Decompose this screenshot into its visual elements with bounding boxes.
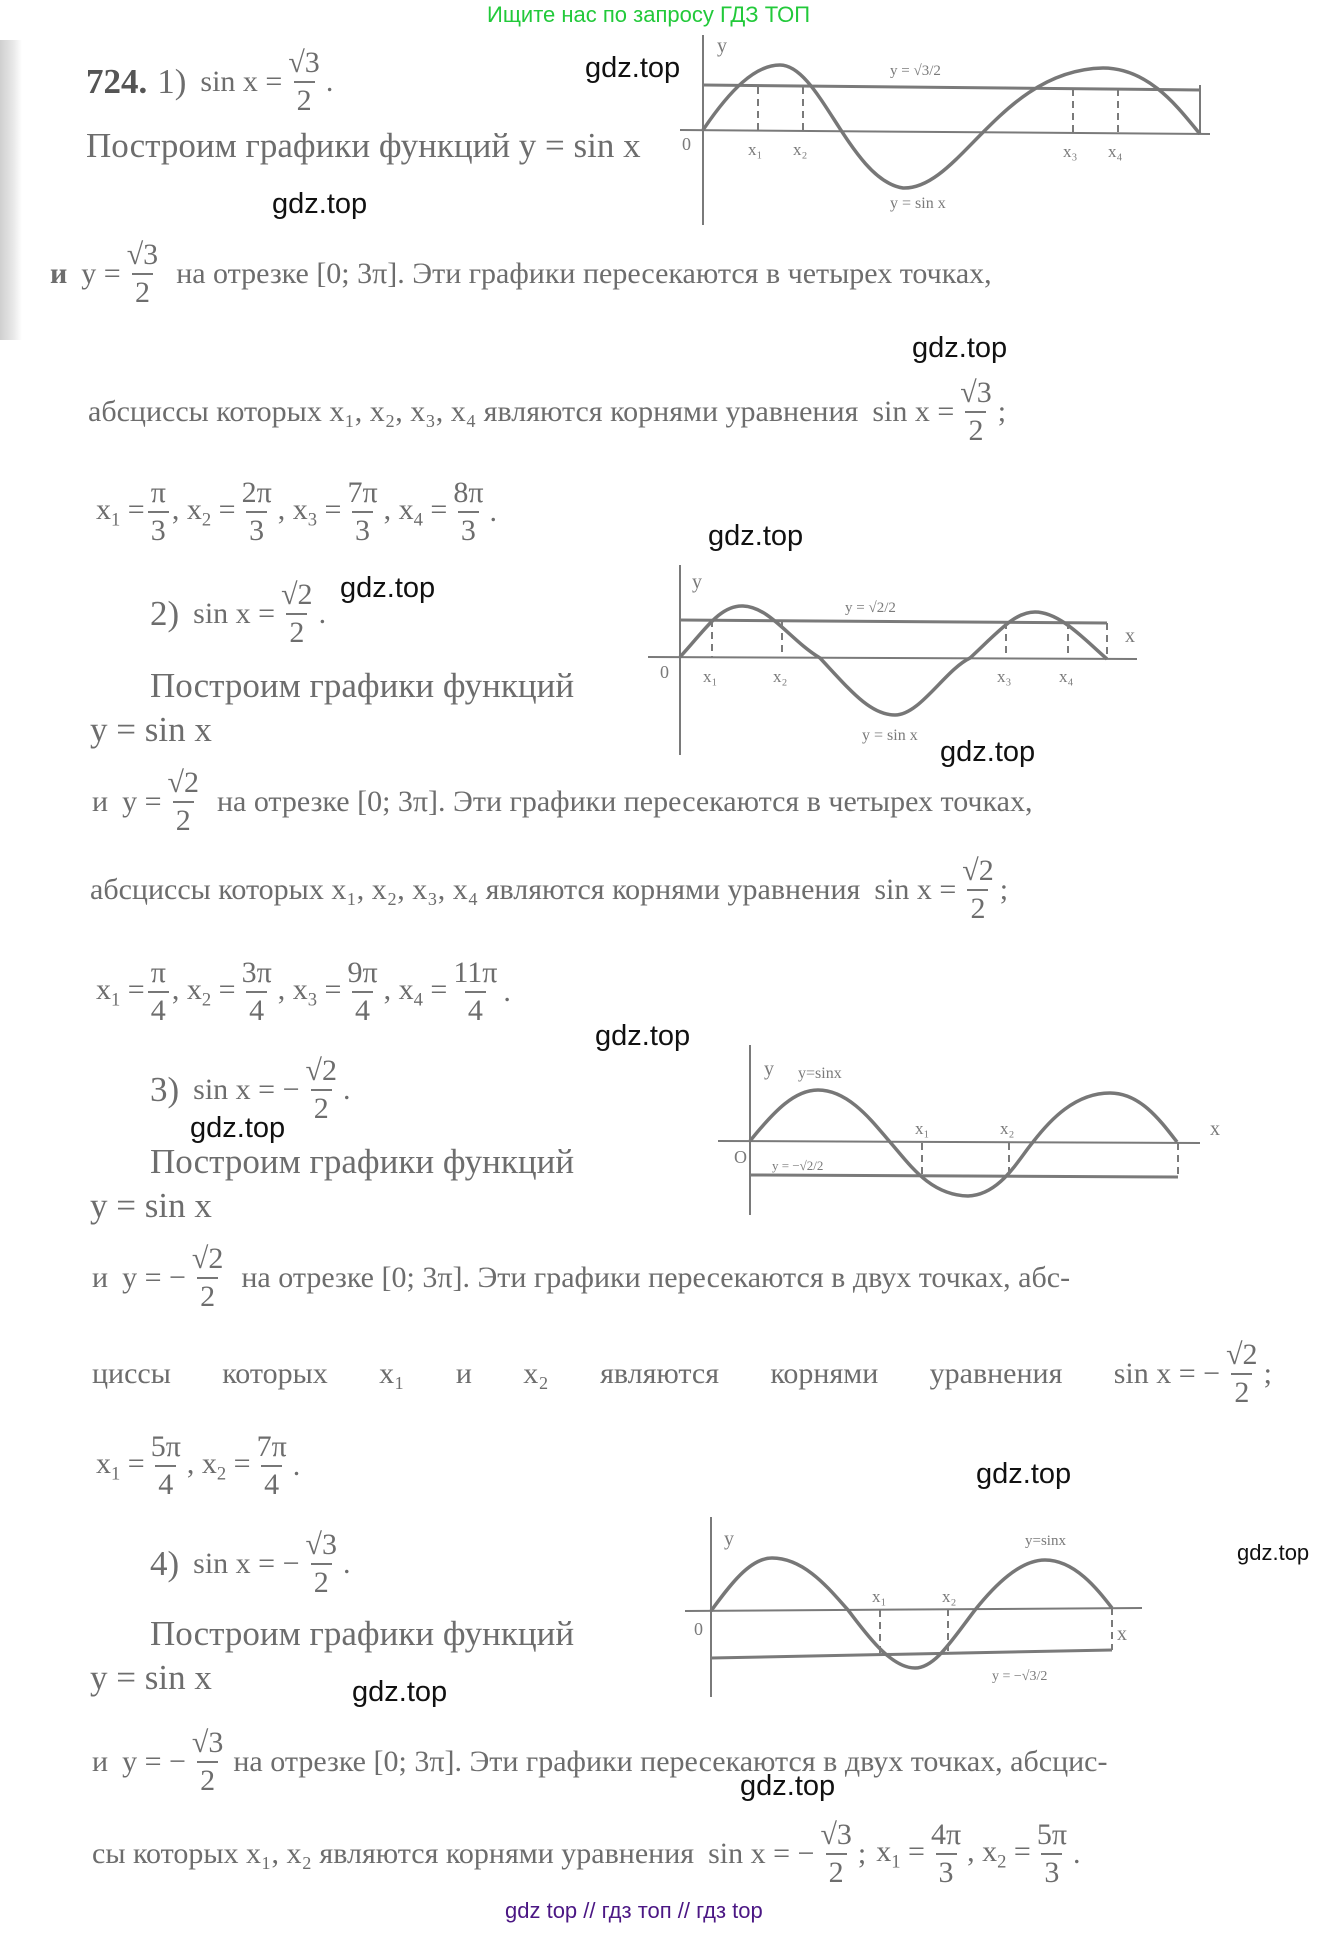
watermark: gdz.top [352,1676,448,1708]
watermark: gdz.top [340,572,436,604]
watermark: gdz.top [740,1770,836,1802]
svg-text:x: x [1125,625,1135,647]
part2-intersect-line: и y = $\frac{√2}{2}$ на отрезке [0; 3π]. Эти графики пересекаются в четырех точках, [92,766,1033,837]
graph-3 [700,1030,1300,1230]
part3-abscissa-line: циссы которых x₁ и x₂ являются корнями уравнения sin x = − $\frac{√2}{2}$ ; [92,1338,1272,1409]
svg-text:y: y [724,1528,734,1550]
watermark: gdz.top [708,520,804,552]
y-axis-label: y [717,35,727,57]
build-text: Построим графики функций [150,1614,575,1653]
svg-text:x₁: x₁ [915,1119,930,1138]
part4-intersect-line: и y = − $\frac{√3}{2}$ на отрезке [0; 3π]. Эти графики пересекаются в двух точках, абсцис- [92,1726,1108,1797]
svg-text:x₁: x₁ [748,140,763,159]
svg-text:x₂: x₂ [793,140,808,159]
svg-text:0: 0 [694,1619,703,1639]
origin-label: 0 [682,134,691,154]
watermark: gdz.top [940,736,1036,768]
svg-text:y=sinx: y=sinx [1025,1533,1066,1549]
scan-shadow [0,40,22,340]
svg-text:y = √2/2: y = √2/2 [845,600,896,616]
watermark: gdz.top [190,1112,286,1144]
part1-roots: $x_1$ = $\frac{\pi}{3}$ , $x_2$ = $\frac{2\pi}{3}$ , $x_3$ = $\frac{7\pi}{3}$ , $x_4$ = $\frac{8\pi}{3}$ . [96,476,497,547]
part1-abscissa-line: абсциссы которых x₁, x₂, x₃, x₄ являются корнями уравнения sin x = $\frac{√3}{2}$ ; [88,376,1007,447]
equation-lhs: sin x = [200,65,283,98]
part1-heading: 724. 1) sin x = $\frac{√3}{2}$ . [86,46,334,117]
part4-abscissa-line: сы которых x₁, x₂ являются корнями уравнения sin x = − $\frac{√3}{2}$ ; $x_1$ = $\frac{4\pi}{3}$ , $x_2$ = $\frac{5\pi}{3}$ . [92,1818,1081,1889]
svg-text:y=sinx: y=sinx [798,1065,842,1082]
build-text-2: y = sin x [90,1658,212,1697]
build-text-2: y = sin x [90,710,212,749]
svg-text:x₂: x₂ [773,667,788,686]
svg-text:x: x [1117,1623,1127,1645]
part2-roots: $x_1$ = $\frac{\pi}{4}$ , $x_2$ = $\frac{3\pi}{4}$ , $x_3$ = $\frac{9\pi}{4}$ , $x_4$ = $\frac{11\pi}{4}$ . [96,956,511,1027]
graph-1 [660,30,1220,240]
part2-abscissa-line: абсциссы которых x₁, x₂, x₃, x₄ являются корнями уравнения sin x = $\frac{√2}{2}$ ; [90,854,1009,925]
svg-text:x₁: x₁ [872,1587,887,1606]
watermark: gdz.top [272,188,368,220]
build-text: Построим графики функций y = sin x [86,126,641,165]
fraction: $\frac{√3}{2}$ [288,46,320,117]
svg-text:x: x [1210,1118,1220,1140]
svg-text:y = sin x: y = sin x [862,727,918,744]
svg-text:y = −√2/2: y = −√2/2 [772,1158,824,1173]
part1-intersect-line: и y = $\frac{√3}{2}$ на отрезке [0; 3π]. Эти графики пересекаются в четырех точках, [50,238,992,309]
line-label: y = √3/2 [890,63,941,79]
watermark: gdz.top [912,332,1008,364]
svg-text:O: O [734,1147,747,1167]
part3-heading: 3) sin x = − $\frac{√2}{2}$ . [150,1054,351,1125]
watermark: gdz.top [1237,1540,1310,1565]
watermark: gdz.top [595,1020,691,1052]
part-label: 1) [157,62,187,101]
watermark: gdz.top [585,52,681,84]
part2-heading: 2) sin x = $\frac{√2}{2}$ . [150,578,327,649]
part4-heading: 4) sin x = − $\frac{√3}{2}$ . [150,1528,351,1599]
part3-intersect-line: и y = − $\frac{√2}{2}$ на отрезке [0; 3π]. Эти графики пересекаются в двух точках, абс- [92,1242,1071,1313]
watermark: gdz.top [976,1458,1072,1490]
svg-text:y = −√3/2: y = −√3/2 [992,1669,1048,1684]
graph-4 [670,1490,1270,1710]
build-text-2: y = sin x [90,1186,212,1225]
svg-text:0: 0 [660,662,669,682]
svg-text:x₄: x₄ [1108,142,1123,161]
build-text: Построим графики функций [150,666,575,705]
svg-text:y: y [764,1058,774,1080]
problem-number: 724. [86,62,148,101]
svg-text:x₂: x₂ [1000,1119,1015,1138]
svg-text:x₁: x₁ [703,667,718,686]
svg-text:x₃: x₃ [1063,142,1078,161]
svg-text:y: y [692,571,702,593]
svg-text:x₄: x₄ [1059,667,1074,686]
footer-links[interactable]: gdz top // гдз топ // гдз top [505,1898,763,1923]
part3-roots: $x_1$ = $\frac{5\pi}{4}$ , $x_2$ = $\frac{7\pi}{4}$ . [96,1430,301,1501]
svg-text:x₂: x₂ [942,1587,957,1606]
search-banner[interactable]: Ищите нас по запросу ГДЗ ТОП [487,2,811,27]
curve-label: y = sin x [890,195,946,212]
build-text: Построим графики функций [150,1142,575,1181]
svg-text:x₃: x₃ [997,667,1012,686]
